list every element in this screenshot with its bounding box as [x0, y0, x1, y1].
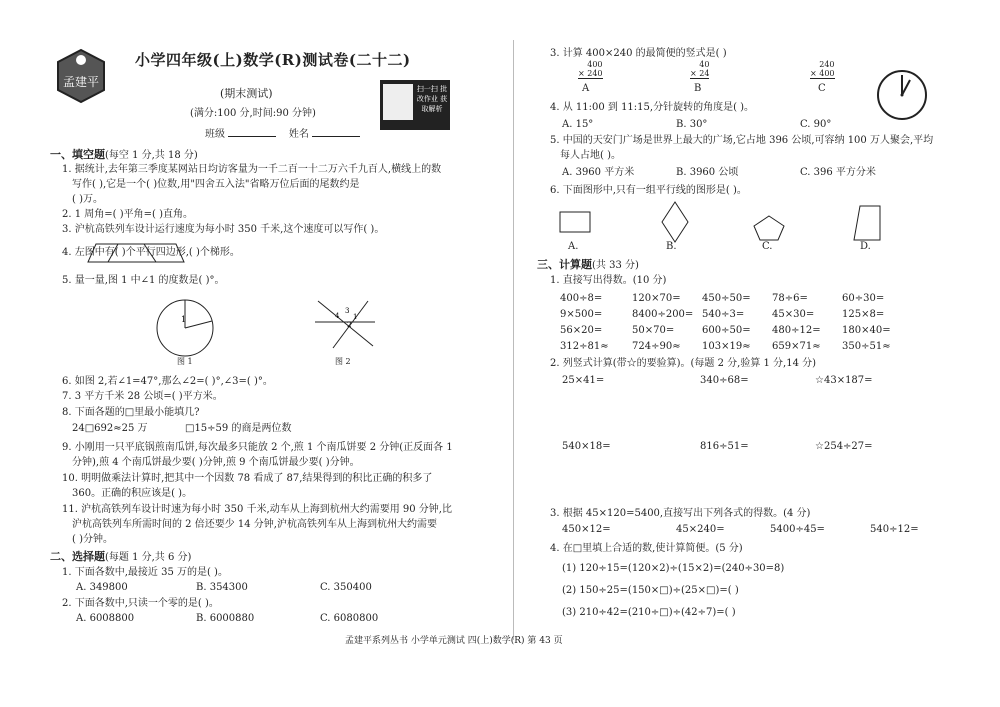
shape-trapezoid[interactable] [850, 204, 884, 242]
q11-line2: 沪杭高铁列车所需时间的 2 倍还要少 14 分钟,沪杭高铁列车从上海到杭州大约需要 [72, 519, 437, 530]
q2-text: 2. 1 周角=( )平角=( )直角。 [62, 209, 193, 220]
oral-calc-item[interactable]: 400÷8= [560, 293, 603, 304]
figure1-caption: 图 1 [177, 357, 193, 366]
s2-q3-option-a[interactable]: A [582, 83, 590, 94]
publisher-logo [52, 48, 110, 104]
s3-p2-item-5[interactable]: 816÷51= [700, 441, 749, 452]
s2-q3-option-b[interactable]: B [694, 83, 702, 94]
shape-rhombus[interactable] [660, 200, 690, 244]
oral-calc-item[interactable]: 120×70= [632, 293, 681, 304]
s3-p2-item-1[interactable]: 25×41= [562, 375, 605, 386]
s2-q4-text: 4. 从 11:00 到 11:15,分针旋转的角度是( )。 [550, 102, 755, 113]
s2-q4-option-b[interactable]: B. 30° [676, 119, 708, 130]
svg-text:4: 4 [335, 312, 340, 320]
s3-p1-text: 1. 直接写出得数。(10 分) [550, 275, 667, 286]
svg-text:2: 2 [347, 321, 352, 329]
oral-calc-item[interactable]: 540÷3= [702, 309, 745, 320]
section1-note: (每空 1 分,共 18 分) [105, 150, 198, 161]
s2-q2-option-b[interactable]: B. 6000880 [196, 613, 255, 624]
s3-p4-line1: (1) 120÷15=(120×2)÷(15×2)=(240÷30=8) [562, 563, 785, 574]
shape-square[interactable] [558, 210, 594, 236]
oral-calc-item[interactable]: 350÷51≈ [842, 341, 891, 352]
oral-calc-item[interactable]: 50×70= [632, 325, 675, 336]
clock-icon [875, 68, 929, 122]
column-divider [513, 40, 514, 640]
oral-calc-item[interactable]: 103×19≈ [702, 341, 751, 352]
q10-line1: 10. 明明做乘法计算时,把其中一个因数 78 看成了 87,结果得到的积比正确的积多了 [62, 473, 433, 484]
s2-q4-option-a[interactable]: A. 15° [562, 119, 594, 130]
s3-p3-item-2[interactable]: 45×240= [676, 524, 725, 535]
q1-line2: 写作( ),它是一个( )位数,用"四舍五入法"省略万位后面的尾数约是 [72, 179, 360, 190]
oral-calc-item[interactable]: 480÷12= [772, 325, 821, 336]
oral-calc-item[interactable]: 600÷50= [702, 325, 751, 336]
figure2-intersecting-lines [313, 296, 378, 351]
q10-line2: 360。正确的积应该是( )。 [72, 488, 193, 499]
s2-q1-option-b[interactable]: B. 354300 [196, 582, 248, 593]
s3-p2-item-2[interactable]: 340÷68= [700, 375, 749, 386]
class-name-line [205, 125, 360, 140]
q4-text: 4. 左图中有( )个平行四边形,( )个梯形。 [62, 247, 240, 258]
s2-q3-vertical-a[interactable] [578, 60, 603, 79]
s2-q6-option-d[interactable]: D. [860, 241, 871, 252]
s2-q3-vertical-c[interactable] [810, 60, 835, 79]
qr-code-panel[interactable] [380, 80, 450, 130]
oral-calc-item[interactable]: 60÷30= [842, 293, 885, 304]
s3-p3-item-4[interactable]: 540÷12= [870, 524, 919, 535]
class-blank[interactable] [228, 136, 276, 137]
class-label: 班级 [205, 129, 225, 140]
oral-calc-item[interactable]: 180×40= [842, 325, 891, 336]
oral-calc-item[interactable]: 78÷6= [772, 293, 808, 304]
oral-calc-item[interactable]: 45×30= [772, 309, 815, 320]
s2-q3-b-bottom: × 24 [690, 69, 710, 78]
s2-q3-c-top: 240 [819, 60, 835, 69]
section3-heading [537, 258, 639, 273]
oral-calc-item[interactable]: 312÷81≈ [560, 341, 609, 352]
section3-title: 三、计算题 [537, 258, 592, 271]
s2-q3-b-top: 40 [699, 60, 710, 69]
exam-title: 小学四年级(上)数学(R)测试卷(二十二) [135, 51, 411, 69]
q8a-text: 24□692≈25 万 [72, 423, 148, 434]
s2-q3-text: 3. 计算 400×240 的最简便的竖式是( ) [550, 48, 727, 59]
q1-line3: ( )万。 [72, 194, 103, 205]
s3-p3-item-3[interactable]: 5400÷45= [770, 524, 825, 535]
s3-p3-text: 3. 根据 45×120=5400,直接写出下列各式的得数。(4 分) [550, 508, 811, 519]
q3-text: 3. 沪杭高铁列车设计运行速度为每小时 350 千米,这个速度可以写作( )。 [62, 224, 385, 235]
section1-title: 一、填空题 [50, 148, 105, 161]
s2-q2-option-a[interactable]: A. 6008800 [76, 613, 135, 624]
s2-q5-option-b[interactable]: B. 3960 公顷 [676, 167, 739, 178]
oral-calc-item[interactable]: 8400÷200= [632, 309, 694, 320]
s2-q5-line2: 每人占地( )。 [560, 150, 621, 161]
s2-q3-a-top: 400 [587, 60, 603, 69]
section2-title: 二、选择题 [50, 550, 105, 563]
s3-p4-text: 4. 在□里填上合适的数,使计算简便。(5 分) [550, 543, 743, 554]
oral-calc-item[interactable]: 724÷90≈ [632, 341, 681, 352]
angle-1-label: 1 [181, 315, 187, 324]
q11-line1: 11. 沪杭高铁列车设计时速为每小时 350 千米,动车从上海到杭州大约需要用 90 分钟,比 [62, 504, 452, 515]
section1-heading [50, 148, 198, 163]
qr-code-icon[interactable] [383, 84, 413, 120]
page-footer: 孟建平系列丛书 小学单元测试 四(上)数学(R) 第 43 页 [345, 636, 563, 646]
name-blank[interactable] [312, 136, 360, 137]
s3-p2-item-6[interactable]: ☆254÷27= [815, 441, 873, 452]
s3-p2-item-3[interactable]: ☆43×187= [815, 375, 873, 386]
s2-q4-option-c[interactable]: C. 90° [800, 119, 832, 130]
q8-text: 8. 下面各题的□里最小能填几? [62, 407, 200, 418]
s2-q6-option-b[interactable]: B. [666, 241, 677, 252]
s2-q1-option-c[interactable]: C. 350400 [320, 582, 372, 593]
q9-line2: 分钟),煎 4 个南瓜饼最少要( )分钟,煎 9 个南瓜饼最少要( )分钟。 [72, 457, 360, 468]
score-info: (满分:100 分,时间:90 分钟) [190, 108, 316, 119]
s2-q2-text: 2. 下面各数中,只读一个零的是( )。 [62, 598, 219, 609]
s2-q5-line1: 5. 中国的天安门广场是世界上最大的广场,它占地 396 公顷,可容纳 100 万人聚会,平均 [550, 135, 934, 146]
s2-q6-text: 6. 下面图形中,只有一组平行线的图形是( )。 [550, 185, 747, 196]
s2-q2-option-c[interactable]: C. 6080800 [320, 613, 379, 624]
q7-text: 7. 3 平方千米 28 公顷=( )平方米。 [62, 391, 223, 402]
s2-q6-option-a[interactable]: A. [568, 241, 579, 252]
figure1-circle-angle [150, 295, 220, 360]
q8b-text: □15÷59 的商是两位数 [185, 423, 292, 434]
section2-heading [50, 550, 191, 565]
q1-line1: 1. 据统计,去年第三季度某网站日均访客量为一千二百一十二万六千九百人,横线上的数 [62, 164, 442, 175]
s3-p3-item-1[interactable]: 450×12= [562, 524, 611, 535]
section3-note: (共 33 分) [592, 260, 639, 271]
s2-q3-c-bottom: × 400 [810, 69, 835, 78]
s2-q3-option-c[interactable]: C [818, 83, 826, 94]
s2-q3-a-bottom: × 240 [578, 69, 603, 78]
s2-q5-option-c[interactable]: C. 396 平方分米 [800, 167, 876, 178]
figure2-caption: 图 2 [335, 357, 351, 366]
svg-text:3: 3 [345, 307, 350, 315]
q9-line1: 9. 小刚用一只平底锅煎南瓜饼,每次最多只能放 2 个,煎 1 个南瓜饼要 2 分钟(正反面各 1 [62, 442, 453, 453]
s3-p4-line3[interactable]: (3) 210÷42=(210÷□)÷(42÷7)=( ) [562, 607, 736, 618]
name-label: 姓名 [288, 129, 309, 140]
oral-calc-item[interactable]: 659×71≈ [772, 341, 821, 352]
s2-q1-option-a[interactable]: A. 349800 [76, 582, 128, 593]
svg-text:1: 1 [353, 313, 358, 321]
oral-calc-item[interactable]: 125×8= [842, 309, 885, 320]
s2-q1-text: 1. 下面各数中,最接近 35 万的是( )。 [62, 567, 228, 578]
logo-text: 孟建平 [62, 75, 100, 89]
q11-line3: ( )分钟。 [72, 534, 113, 545]
s2-q6-option-c[interactable]: C. [762, 241, 773, 252]
s2-q5-option-a[interactable]: A. 3960 平方米 [562, 167, 635, 178]
s2-q3-vertical-b[interactable] [690, 60, 709, 79]
q6-text: 6. 如图 2,若∠1=47°,那么∠2=( )°,∠3=( )°。 [62, 376, 273, 387]
oral-calc-item[interactable]: 450÷50= [702, 293, 751, 304]
qr-caption: 扫一扫 批改作业 获取解析 [416, 85, 448, 113]
s3-p2-text: 2. 列竖式计算(带☆的要验算)。(每题 2 分,验算 1 分,14 分) [550, 358, 817, 369]
shape-pentagon[interactable] [752, 214, 786, 242]
s3-p4-line2[interactable]: (2) 150÷25=(150×□)÷(25×□)=( ) [562, 585, 739, 596]
s3-p2-item-4[interactable]: 540×18= [562, 441, 611, 452]
oral-calc-item[interactable]: 9×500= [560, 309, 603, 320]
q5-text: 5. 量一量,图 1 中∠1 的度数是( )°。 [62, 275, 225, 286]
exam-subtitle: (期末测试) [220, 87, 273, 100]
section2-note: (每题 1 分,共 6 分) [105, 552, 192, 563]
oral-calc-item[interactable]: 56×20= [560, 325, 603, 336]
